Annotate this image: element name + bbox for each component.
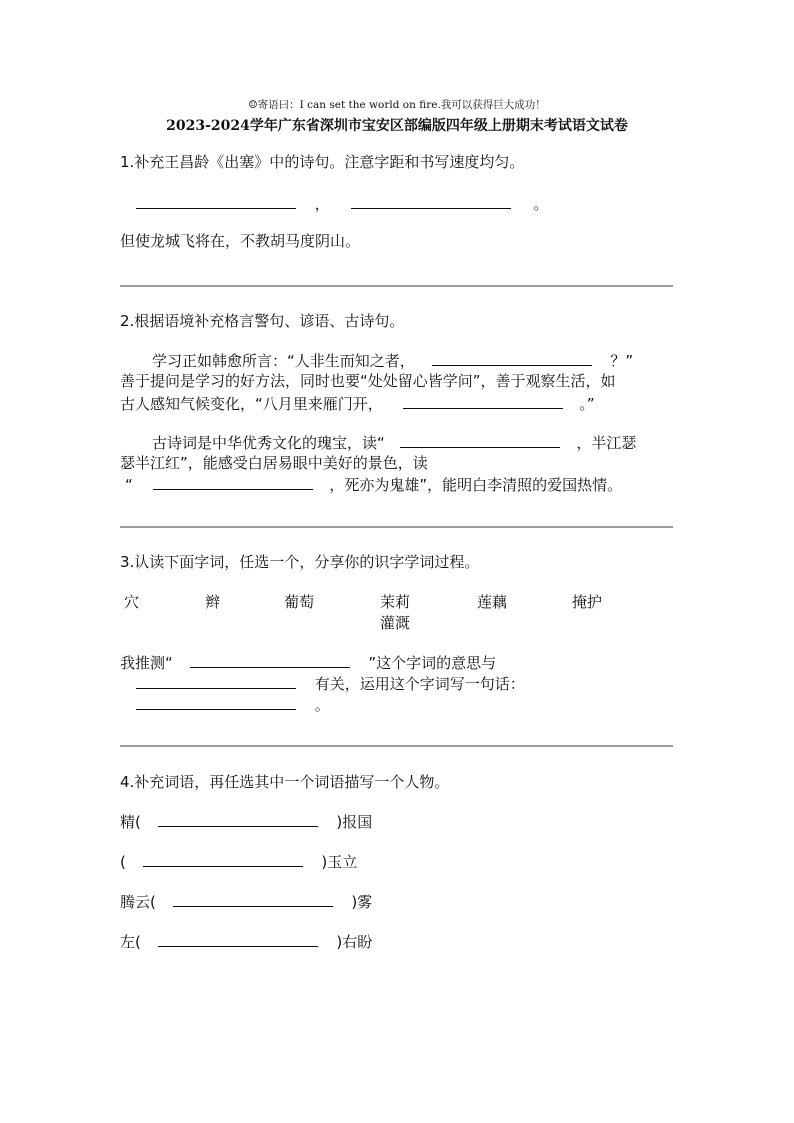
- q4-item-before: 精(: [120, 813, 141, 831]
- q3-text-a: 我推测“: [120, 654, 173, 672]
- q3-blank-3[interactable]: [136, 694, 296, 710]
- q1-given-line: 但使龙城飞将在，不教胡马度阴山。: [120, 232, 361, 250]
- q4-item: [120, 851, 357, 872]
- motto-line: ☺寄语曰：I can set the world on fire.我可以获得巨大成功！: [248, 99, 546, 111]
- q4-item-after: )玉立: [321, 853, 358, 871]
- section-divider: [120, 745, 673, 747]
- q2-para1-line2: 善于提问是学习的好方法，同时也要“处处留心皆学问”，善于观察生活，如: [120, 372, 616, 390]
- q3-text-b: ”这个字词的意思与: [368, 654, 497, 672]
- q3-word: 灌溉: [380, 614, 411, 632]
- q4-blank-3[interactable]: [173, 891, 333, 907]
- q1-period: 。: [533, 195, 549, 213]
- q3-word: 莲藕: [477, 593, 508, 611]
- q2-prompt: 2.根据语境补充格言警句、谚语、古诗句。: [120, 312, 405, 330]
- q4-item-before: 腾云(: [120, 893, 156, 911]
- q4-item: [120, 811, 372, 832]
- q4-item-after: )雾: [351, 893, 373, 911]
- q3-text-d: 。: [314, 696, 330, 714]
- q3-line2: [136, 673, 525, 694]
- q1-blank-row: [136, 193, 548, 214]
- q4-blank-2[interactable]: [143, 851, 303, 867]
- q4-blank-1[interactable]: [158, 811, 318, 827]
- section-divider: [120, 526, 673, 528]
- q2-blank-4[interactable]: [153, 474, 313, 490]
- q3-prompt: 3.认读下面字词，任选一个，分享你的识字学词过程。: [120, 553, 480, 571]
- q2-blank-2[interactable]: [403, 393, 563, 409]
- q2-para2-line1: [152, 432, 636, 453]
- q3-word: 穴: [124, 593, 140, 611]
- q3-line3: [136, 694, 330, 715]
- q3-word: 掩护: [572, 593, 603, 611]
- section-divider: [120, 285, 673, 287]
- q2-p1-text-c: 古人感知气候变化，“八月里来雁门开，: [120, 395, 383, 413]
- q2-blank-1[interactable]: [432, 350, 592, 366]
- q2-para2-line2: 瑟半江红”，能感受白居易眼中美好的景色，读: [120, 454, 428, 472]
- q2-p2-text-b: ，半江瑟: [576, 434, 637, 452]
- q3-line1: [120, 652, 496, 673]
- q4-item-before: 左(: [120, 933, 141, 951]
- q3-blank-2[interactable]: [136, 673, 296, 689]
- q3-word: 茉莉: [380, 593, 411, 611]
- q2-p2-text-d: ，死亦为鬼雄”，能明白李清照的爱国热情。: [329, 476, 623, 494]
- q3-word: 辫: [205, 593, 221, 611]
- q2-p1-text-a: 学习正如韩愈所言：“人非生而知之者，: [152, 352, 415, 370]
- q4-item-after: )右盼: [336, 933, 373, 951]
- q3-text-c: 有关，运用这个字词写一句话：: [314, 675, 525, 693]
- q1-blank-2[interactable]: [351, 193, 511, 209]
- q2-para1-line3: [120, 393, 595, 414]
- exam-title: 2023-2024学年广东省深圳市宝安区部编版四年级上册期末考试语文试卷: [166, 118, 628, 134]
- q4-item: [120, 891, 372, 912]
- q1-blank-1[interactable]: [136, 193, 296, 209]
- q2-blank-3[interactable]: [400, 432, 560, 448]
- q3-word: 葡萄: [284, 593, 315, 611]
- q2-para1-line1: [152, 350, 633, 371]
- q2-p2-text-c: “: [125, 476, 133, 494]
- q4-item: [120, 931, 372, 952]
- q1-comma: ，: [314, 195, 330, 213]
- q3-blank-1[interactable]: [190, 652, 350, 668]
- q4-prompt: 4.补充词语，再任选其中一个词语描写一个人物。: [120, 773, 450, 791]
- q2-para2-line3: [125, 474, 622, 495]
- q2-p1-text-b: ？”: [610, 352, 634, 370]
- q2-p1-text-d: 。”: [579, 395, 595, 413]
- q1-prompt: 1.补充王昌龄《出塞》中的诗句。注意字距和书写速度均匀。: [120, 153, 525, 171]
- q4-item-before: (: [120, 853, 126, 871]
- q2-p2-text-a: 古诗词是中华优秀文化的瑰宝，读“: [152, 434, 385, 452]
- q4-blank-4[interactable]: [158, 931, 318, 947]
- q4-item-after: )报国: [336, 813, 373, 831]
